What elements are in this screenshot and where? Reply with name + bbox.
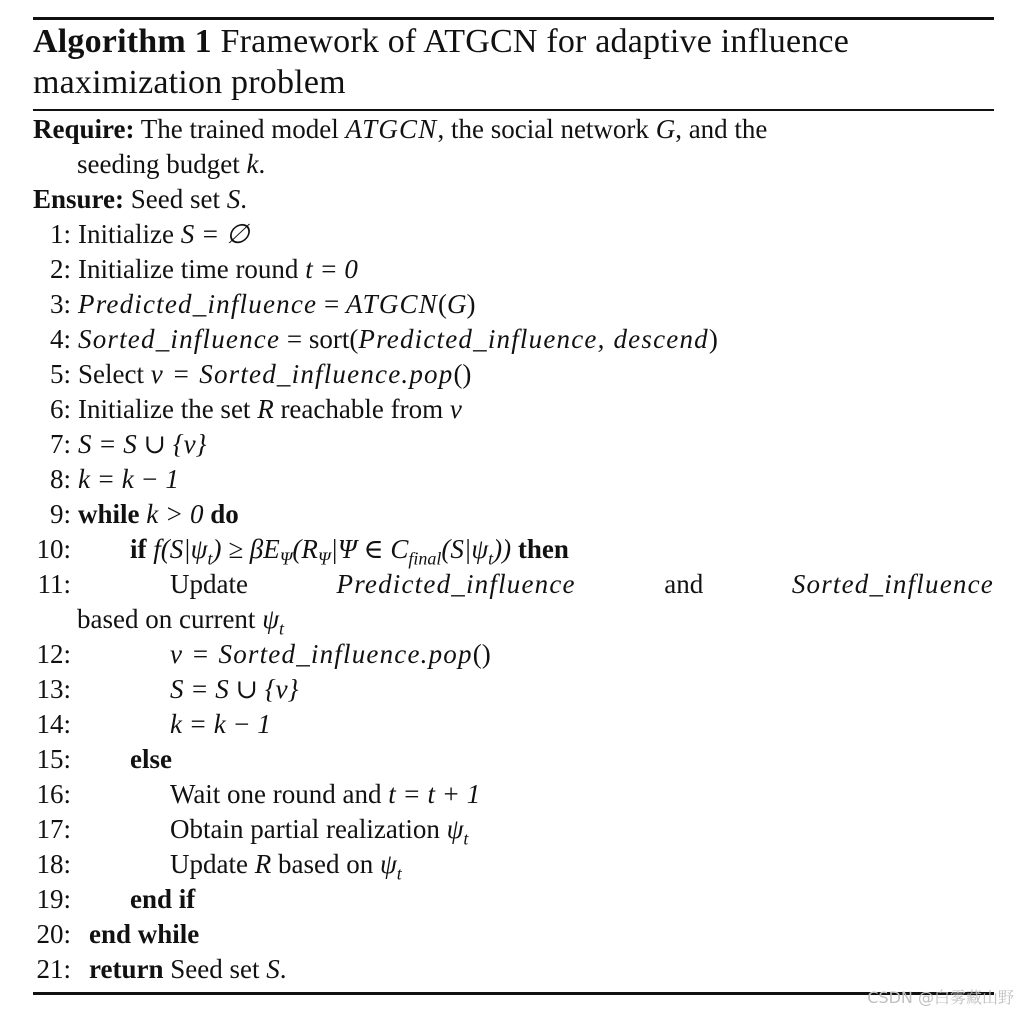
- step-math: R: [254, 849, 272, 879]
- step-number: 17:: [36, 814, 71, 844]
- require-text-b: , the social network: [437, 114, 656, 144]
- step-math: ATGCN: [345, 289, 438, 319]
- step-math: S: [266, 954, 280, 984]
- step-text: Select: [78, 359, 151, 389]
- step-text: (): [453, 359, 472, 389]
- step-text: (): [472, 639, 491, 669]
- require-text-d: seeding budget: [77, 149, 247, 179]
- step-number: 9:: [49, 499, 71, 529]
- require-keyword: Require:: [33, 114, 135, 144]
- require-line-2: [77, 147, 265, 182]
- step-number: 21:: [36, 954, 71, 984]
- ensure-keyword: Ensure:: [33, 184, 125, 214]
- step-text: based on: [271, 849, 380, 879]
- step-number: 1:: [49, 219, 71, 249]
- step-math: G: [446, 289, 467, 319]
- bottom-rule: [33, 992, 994, 995]
- do-keyword: do: [210, 499, 239, 529]
- step-number: 15:: [36, 744, 71, 774]
- algorithm-label: Algorithm 1: [33, 23, 212, 60]
- step-number: 5:: [49, 359, 71, 389]
- step-math: $f(S|\psi_t) \ge \beta E_\Psi(R_\Psi|\Psi$ ∈ $C_{final}(S|\psi_t)$): [153, 534, 512, 569]
- step-text: Initialize time round: [78, 254, 306, 284]
- step-math: v = Sorted_influence.pop: [150, 359, 454, 389]
- ensure-line: [33, 182, 247, 217]
- step-number: 11:: [37, 569, 71, 599]
- step-text: ): [466, 289, 476, 319]
- require-model: ATGCN: [345, 114, 438, 144]
- step-text: Initialize: [78, 219, 181, 249]
- then-keyword: then: [517, 534, 569, 564]
- step-text: Initialize the set: [78, 394, 258, 424]
- step-math: k = k − 1: [78, 464, 179, 494]
- step-text: (: [437, 289, 447, 319]
- while-keyword: while: [78, 499, 140, 529]
- step-text: Seed set: [163, 954, 267, 984]
- step-math: Predicted_influence: [78, 289, 318, 319]
- step-number: 19:: [36, 884, 71, 914]
- step-number: 2:: [49, 254, 71, 284]
- require-text-c: , and the: [675, 114, 768, 144]
- step-text: ): [708, 324, 718, 354]
- step-number: 16:: [36, 779, 71, 809]
- step-number: 13:: [36, 674, 71, 704]
- algorithm-title-line1: Framework of ATGCN for adaptive influence: [220, 23, 850, 60]
- step-number: 18:: [36, 849, 71, 879]
- step-math: S = S ∪ {v}: [78, 429, 207, 459]
- step-text: Update: [170, 569, 248, 599]
- require-budget: k: [246, 149, 259, 179]
- step-text: Update: [170, 849, 255, 879]
- step-math: t = t + 1: [388, 779, 481, 809]
- step-math: $\psi_t$: [446, 814, 469, 849]
- ensure-end: .: [240, 184, 248, 214]
- step-text: and: [664, 569, 704, 599]
- require-text-a: The trained model: [140, 114, 346, 144]
- step-math: $\psi_t$: [379, 849, 402, 884]
- step-number: 4:: [49, 324, 71, 354]
- step-math: S = ∅: [180, 219, 250, 249]
- step-text: Wait one round and: [170, 779, 389, 809]
- step-math: v = Sorted_influence.pop: [170, 639, 473, 669]
- step-number: 12:: [36, 639, 71, 669]
- step-text: = sort(: [280, 324, 359, 354]
- step-math: R: [257, 394, 274, 424]
- else-keyword: else: [130, 744, 172, 774]
- watermark: CSDN @白雾藏山野: [867, 988, 1014, 1007]
- step-math: k > 0: [146, 499, 204, 529]
- step-math: Predicted_influence, descend: [358, 324, 709, 354]
- require-text-e: .: [258, 149, 266, 179]
- step-text: .: [279, 954, 287, 984]
- require-line-1: [33, 112, 767, 147]
- require-graph: G: [655, 114, 676, 144]
- step-number: 8:: [49, 464, 71, 494]
- step-text: based on current: [77, 604, 263, 634]
- step-math: $\psi_t$: [262, 604, 284, 639]
- ensure-set: S: [226, 184, 241, 214]
- if-keyword: if: [130, 534, 147, 564]
- step-number: 14:: [36, 709, 71, 739]
- return-keyword: return: [89, 954, 164, 984]
- step-text: =: [317, 289, 346, 319]
- top-rule: [33, 17, 994, 20]
- step-math: t = 0: [305, 254, 358, 284]
- step-number: 10:: [36, 534, 71, 564]
- end-while-keyword: end while: [89, 919, 200, 949]
- ensure-text: Seed set: [130, 184, 227, 214]
- caption-rule: [33, 109, 994, 111]
- step-math: Sorted_influence: [791, 569, 994, 599]
- step-text: reachable from: [273, 394, 450, 424]
- end-if-keyword: end if: [130, 884, 196, 914]
- step-math: v: [449, 394, 462, 424]
- step-number: 6:: [49, 394, 71, 424]
- step-text: Obtain partial realization: [170, 814, 447, 844]
- algorithm-caption: [33, 21, 998, 103]
- step-math: k = k − 1: [170, 709, 271, 739]
- algorithm-title-line2: maximization problem: [33, 64, 346, 101]
- step-math: Predicted_influence: [336, 569, 576, 599]
- step-number: 20:: [36, 919, 71, 949]
- step-math: S = S ∪ {v}: [170, 674, 299, 704]
- step-number: 3:: [49, 289, 71, 319]
- step-math: Sorted_influence: [78, 324, 281, 354]
- step-number: 7:: [49, 429, 71, 459]
